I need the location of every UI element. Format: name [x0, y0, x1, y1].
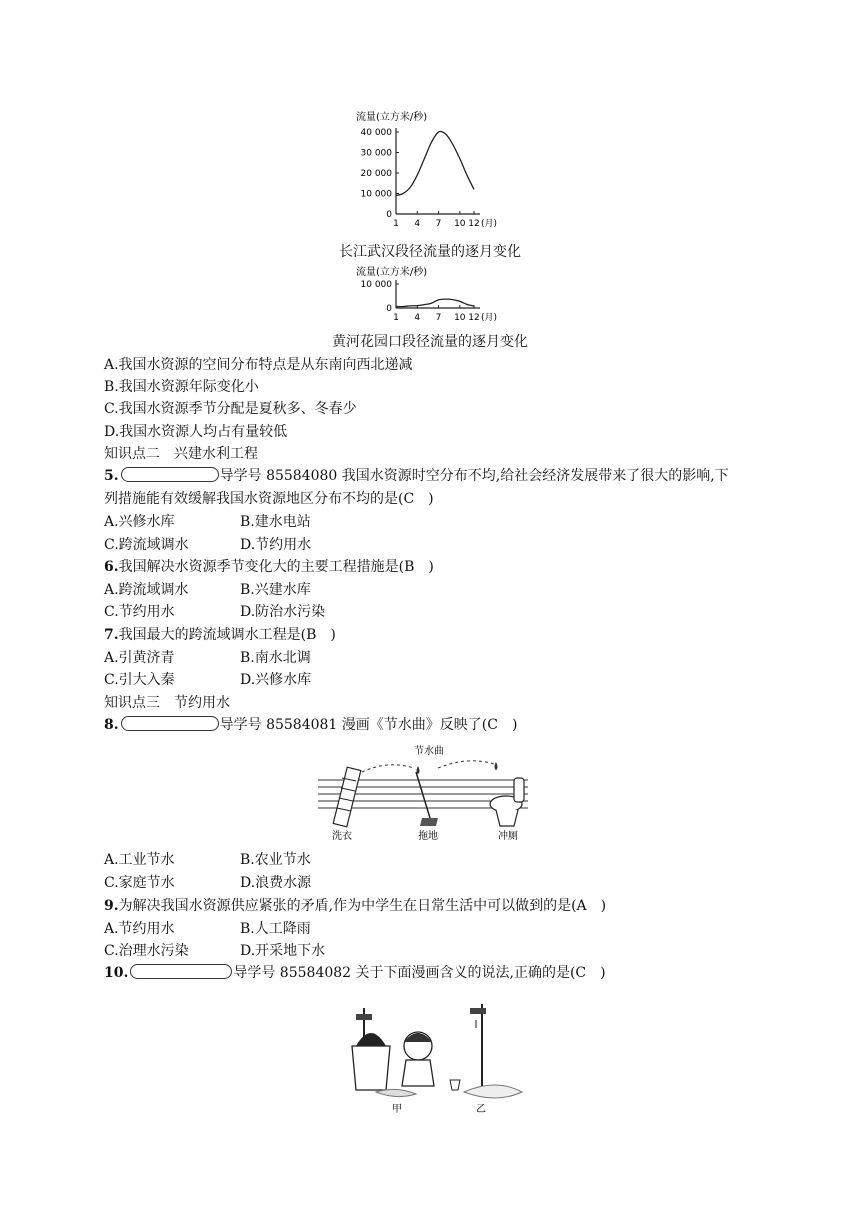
chart1-ytick-label: 30 000: [360, 148, 392, 159]
cartoon-label-chongce: 冲厕: [498, 831, 518, 842]
q9-option-a: A.节约用水: [104, 921, 175, 937]
q8-option-b: B.农业节水: [240, 852, 311, 868]
cartoon-label-tuodi: 拖地: [418, 831, 438, 842]
chart1-ytick-label: 0: [386, 210, 392, 220]
section-2-heading: 知识点二 兴建水利工程: [104, 446, 258, 462]
q6-option-d: D.防治水污染: [240, 604, 326, 620]
chart1-ytick-label: 40 000: [360, 128, 392, 138]
q10-number: 10.: [104, 965, 129, 981]
chart2-xtick-label: 10: [454, 313, 466, 323]
q8-option-c: C.家庭节水: [104, 875, 175, 891]
q6-stem: [104, 558, 434, 576]
q8-answer-box: [121, 716, 219, 731]
cartoon-water-waste: [346, 1000, 526, 1118]
q6-number: 6.: [104, 559, 119, 575]
water-arc-1: [362, 765, 414, 772]
chart1-xtick-label: 4: [414, 219, 421, 229]
q7-option-c: C.引大入秦: [104, 672, 175, 688]
q5-stem-continued: 列措施能有效缓解我国水资源地区分布不均的是(C ): [104, 491, 434, 507]
q10-answer-box: [130, 964, 232, 979]
q5-stem-text: 导学号 85584080 我国水资源时空分布不均,给社会经济发展带来了很大的影响,下: [219, 468, 729, 484]
chart-changjiang: [340, 108, 520, 240]
q7-option-b: B.南水北调: [240, 650, 311, 666]
chart2-xtick-label: 1: [393, 313, 399, 323]
chart2-ytick-labels: [361, 280, 400, 314]
chart1-ylabel: 流量(立方米/秒): [356, 112, 428, 123]
q9-option-b: B.人工降雨: [240, 921, 311, 937]
q7-stem: [104, 626, 336, 644]
q5-option-a: A.兴修水库: [104, 514, 175, 530]
q10-stem-text: 导学号 85584082 关于下面漫画含义的说法,正确的是(C ): [233, 965, 606, 981]
chart1-caption: 长江武汉段径流量的逐月变化: [339, 244, 521, 260]
chart2-ylabel: 流量(立方米/秒): [356, 267, 428, 278]
chart1-xtick-label: 10: [454, 219, 466, 229]
q5-stem: [104, 467, 729, 485]
section-3-heading: 知识点三 节约用水: [104, 695, 230, 711]
water-arc-2: [438, 761, 494, 768]
chart1-ytick-label: 10 000: [360, 189, 392, 200]
q4-option-c: C.我国水资源季节分配是夏秋多、冬春少: [104, 401, 357, 417]
chart1-xunit: (月): [481, 219, 498, 229]
q4-option-d: D.我国水资源人均占有量较低: [104, 424, 288, 440]
chart2-ytick-label: 10 000: [360, 280, 392, 290]
chart2-xtick-label: 12: [468, 313, 480, 323]
chart1-xtick-label: 7: [435, 219, 442, 229]
cartoon-label-xiyi: 洗衣: [332, 831, 352, 842]
q4-option-b: B.我国水资源年际变化小: [104, 379, 259, 395]
faucet-right-icon: [470, 1004, 486, 1092]
child-figure: [402, 1032, 434, 1086]
chart2-ytick-label: 0: [386, 304, 392, 314]
toilet-icon: [490, 778, 524, 826]
q8-option-d: D.浪费水源: [240, 875, 312, 891]
q4-option-a: A.我国水资源的空间分布特点是从东南向西北递减: [104, 357, 413, 373]
washboard-icon: [333, 767, 361, 827]
q5-answer-box: [121, 467, 219, 482]
cartoon-label-jia: 甲: [392, 1104, 402, 1115]
cartoon-jieshuiqu: [318, 742, 542, 842]
q7-stem-text: 我国最大的跨流域调水工程是(B ): [118, 627, 336, 643]
q7-option-a: A.引黄济青: [104, 650, 175, 666]
q5-option-c: C.跨流域调水: [104, 537, 189, 553]
q6-option-b: B.兴建水库: [240, 582, 311, 598]
q8-stem-text: 导学号 85584081 漫画《节水曲》反映了(C ): [219, 717, 518, 733]
q8-number: 8.: [104, 717, 119, 733]
q8-option-a: A.工业节水: [104, 852, 175, 868]
small-cup-icon: [450, 1080, 460, 1090]
q5-number: 5.: [104, 468, 119, 484]
chart1-series-line: [396, 131, 474, 195]
q9-stem-text: 为解决我国水资源供应紧张的矛盾,作为中学生在日常生活中可以做到的是(A ): [118, 898, 607, 914]
q9-stem: [104, 897, 606, 915]
q9-option-d: D.开采地下水: [240, 943, 326, 959]
chart2-xtick-label: 7: [435, 313, 442, 323]
q8-stem: [104, 716, 517, 734]
chart2-xunit: (月): [481, 313, 498, 323]
q5-option-b: B.建水电站: [240, 514, 311, 530]
q6-option-a: A.跨流域调水: [104, 582, 189, 598]
q7-option-d: D.兴修水库: [240, 672, 312, 688]
puddle-left: [376, 1089, 416, 1096]
chart2-xtick-label: 4: [414, 313, 421, 323]
chart1-xtick-label: 1: [393, 219, 399, 229]
q10-stem: [104, 964, 606, 982]
chart-huanghe: [340, 264, 520, 328]
puddle-right: [464, 1085, 522, 1098]
q5-option-d: D.节约用水: [240, 537, 312, 553]
water-drop-icon-2: [495, 762, 498, 770]
q6-option-c: C.节约用水: [104, 604, 175, 620]
cartoon-title: 节水曲: [414, 746, 444, 757]
chart1-ytick-label: 20 000: [360, 169, 392, 179]
q9-option-c: C.治理水污染: [104, 943, 189, 959]
q6-stem-text: 我国解决水资源季节变化大的主要工程措施是(B ): [118, 559, 434, 575]
q9-number: 9.: [104, 898, 119, 914]
chart2-series-line: [396, 299, 474, 306]
chart1-xtick-label: 12: [468, 219, 480, 229]
q7-number: 7.: [104, 627, 119, 643]
chart2-caption: 黄河花园口段径流量的逐月变化: [332, 334, 528, 350]
cartoon-label-yi: 乙: [476, 1104, 486, 1115]
bucket-icon: [352, 1033, 390, 1090]
chart1-ytick-labels: [361, 128, 400, 220]
